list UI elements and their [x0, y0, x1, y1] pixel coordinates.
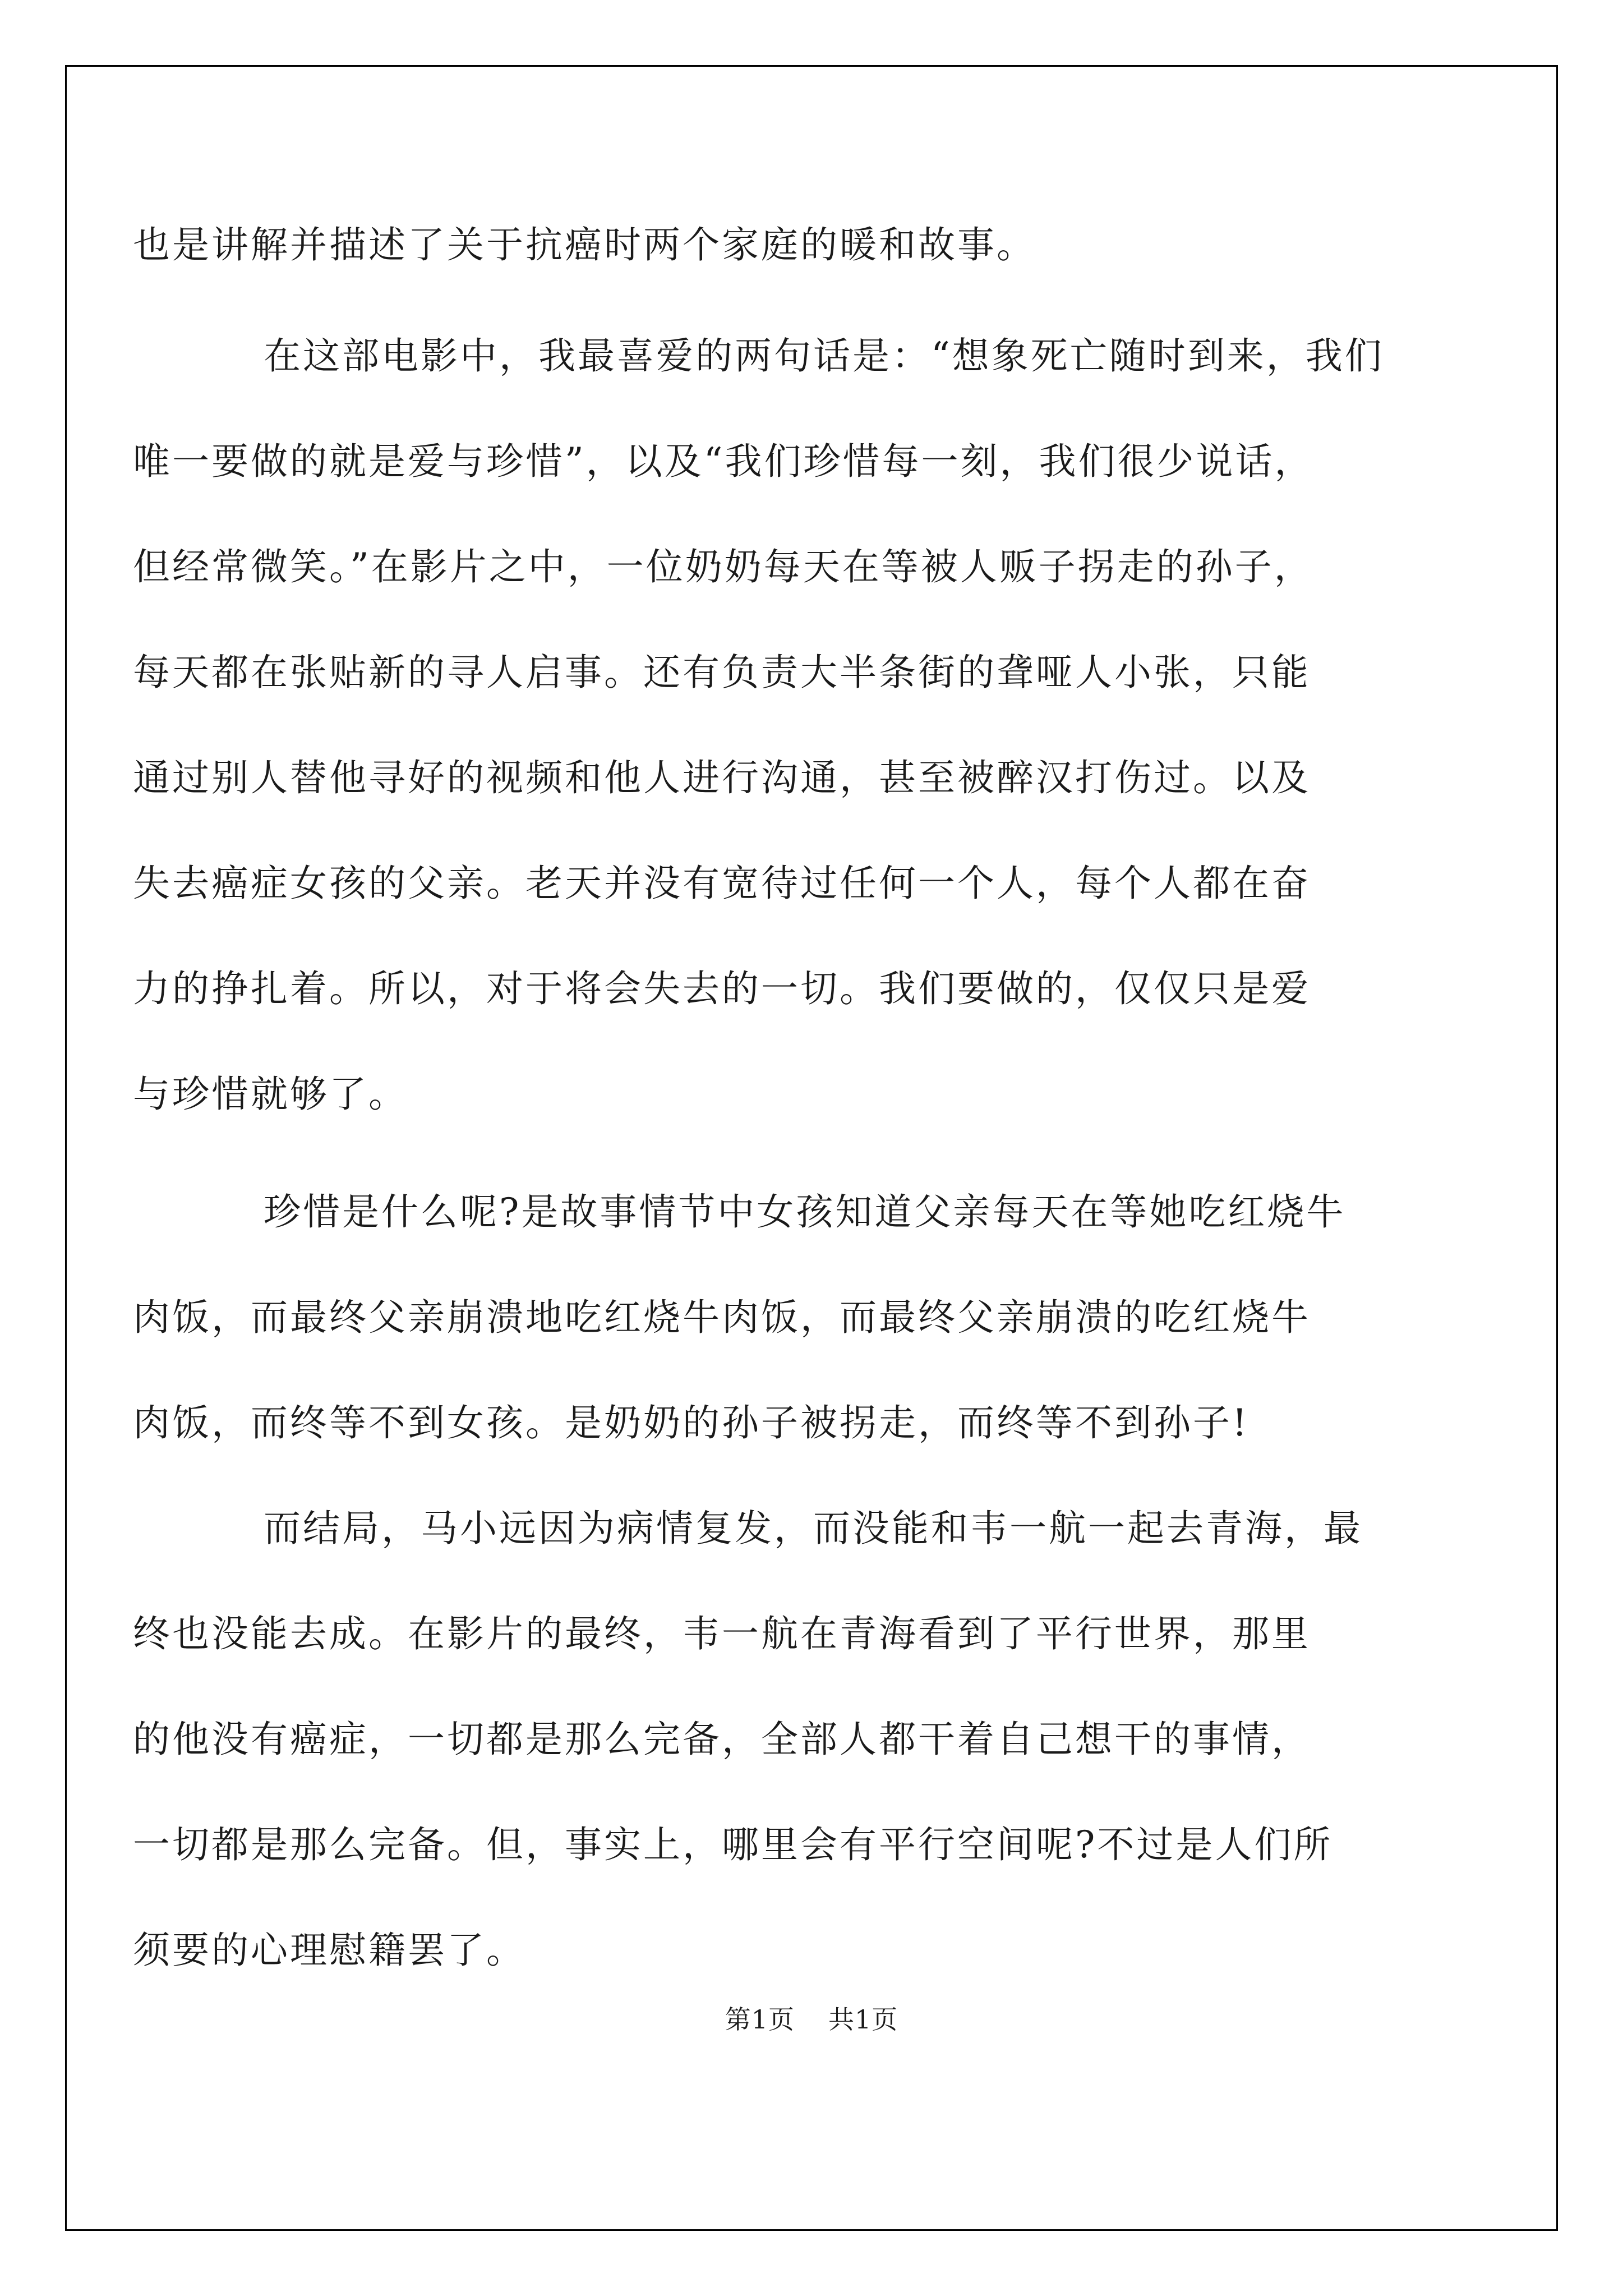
text-line: 但经常微笑。”在影片之中，一位奶奶每天在等被人贩子拐走的孙子，: [133, 545, 1313, 588]
page-border: [65, 65, 1558, 2231]
page-total: 共1页: [828, 2004, 898, 2035]
text-line: 力的挣扎着。所以，对于将会失去的一切。我们要做的，仅仅只是爱: [133, 967, 1311, 1010]
text-line: 须要的心理慰籍罢了。: [133, 1929, 525, 1972]
text-line: 每天都在张贴新的寻人启事。还有负责大半条街的聋哑人小张，只能: [133, 651, 1311, 694]
text-line: 珍惜是什么呢?是故事情节中女孩知道父亲每天在等她吃红烧牛: [264, 1190, 1346, 1234]
text-line: 的他没有癌症，一切都是那么完备，全部人都干着自己想干的事情，: [133, 1718, 1311, 1761]
text-line: 而结局，马小远因为病情复发，而没能和韦一航一起去青海，最: [264, 1507, 1363, 1550]
text-line: 在这部电影中，我最喜爱的两句话是：“想象死亡随时到来，我们: [264, 334, 1384, 378]
text-line: 也是讲解并描述了关于抗癌时两个家庭的暖和故事。: [133, 223, 1036, 266]
page-footer: [0, 2003, 1623, 2036]
text-line: 与珍惜就够了。: [133, 1073, 408, 1116]
text-line: 唯一要做的就是爱与珍惜”，以及“我们珍惜每一刻，我们很少说话，: [133, 440, 1314, 483]
text-line: 通过别人替他寻好的视频和他人进行沟通，甚至被醉汉打伤过。以及: [133, 756, 1311, 799]
text-line: 失去癌症女孩的父亲。老天并没有宽待过任何一个人，每个人都在奋: [133, 862, 1311, 905]
page-number: 第1页: [725, 2004, 795, 2035]
text-line: 一切都是那么完备。但，事实上，哪里会有平行空间呢?不过是人们所: [133, 1823, 1333, 1866]
text-line: 肉饭，而终等不到女孩。是奶奶的孙子被拐走，而终等不到孙子!: [133, 1401, 1249, 1444]
text-line: 终也没能去成。在影片的最终，韦一航在青海看到了平行世界，那里: [133, 1612, 1311, 1655]
text-line: 肉饭，而最终父亲崩溃地吃红烧牛肉饭，而最终父亲崩溃的吃红烧牛: [133, 1296, 1311, 1339]
